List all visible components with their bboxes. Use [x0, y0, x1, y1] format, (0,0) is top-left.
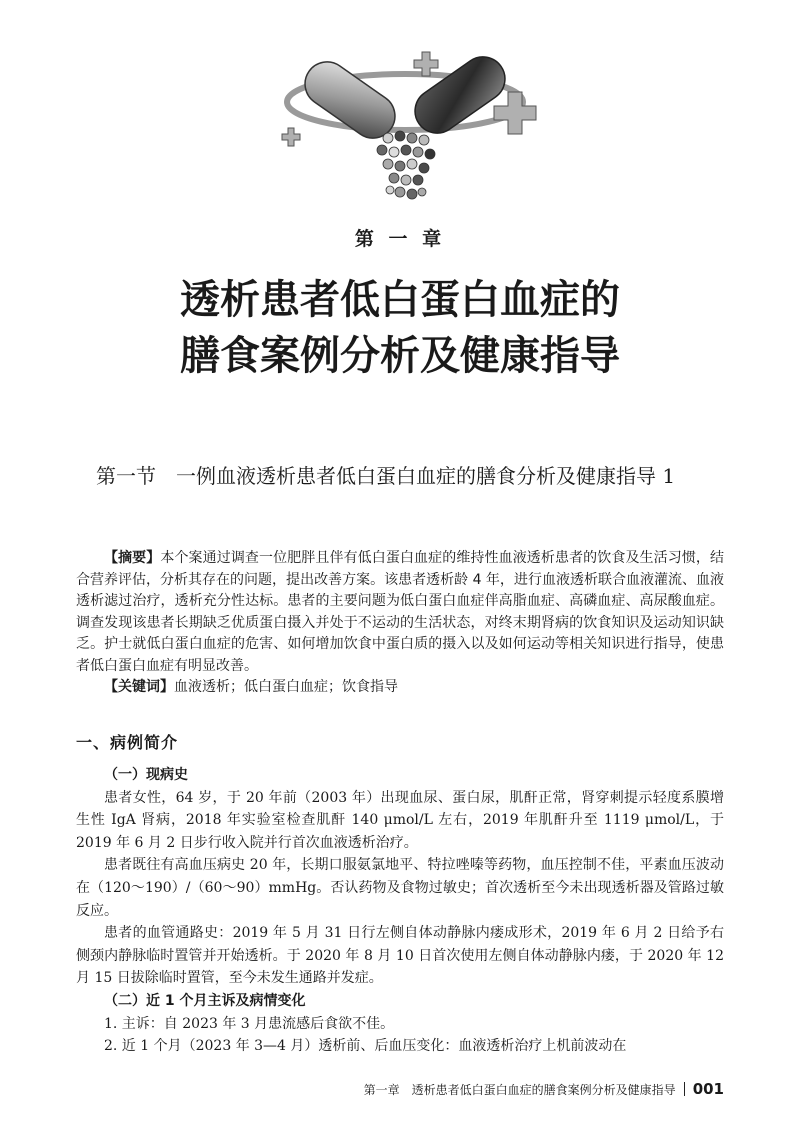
- list-item-1: 1. 主诉：自 2023 年 3 月患流感后食欲不佳。: [104, 1015, 395, 1032]
- chapter-title: [0, 272, 800, 384]
- footer-divider: [684, 1082, 685, 1096]
- paragraph-3: 患者的血管通路史：2019 年 5 月 31 日行左侧自体动静脉内瘘成形术，2019 年 6 月 2 日给予右侧颈内静脉临时置管并开始透析。于 2020 年 8 月 10 日首次使用左侧自体动静脉内瘘，于 2020 年 12 月 15 日拔除临时置管，至今未发生通路并发症。: [76, 925, 724, 987]
- paragraph-2: 患者既往有高血压病史 20 年，长期口服氨氯地平、特拉唑嗪等药物，血压控制不佳，平素血压波动在（120～190）/（60～90）mmHg。否认药物及食物过敏史；首次透析至今未出现透析器及管路过敏反应。: [76, 857, 724, 919]
- keywords-label: 【关键词】: [104, 679, 174, 695]
- running-title: 第一章 透析患者低白蛋白血症的膳食案例分析及健康指导: [363, 1082, 676, 1097]
- paragraph-1: 患者女性，64 岁，于 20 年前（2003 年）出现血尿、蛋白尿，肌酐正常，肾穿刺提示轻度系膜增生性 IgA 肾病，2018 年实验室检查肌酐 140 μmol/L 左右，2019 年肌酐升至 1119 μmol/L，于 2019 年 6 月 2 日步行收入院并行首次血液透析治疗。: [76, 789, 724, 851]
- page-number: 001: [692, 1080, 724, 1098]
- abstract-text: 本个案通过调查一位肥胖且伴有低白蛋白血症的维持性血液透析患者的饮食及生活习惯，结合营养评估，分析其存在的问题，提出改善方案。该患者透析龄 4 年，进行血液透析联合血液灌流、血液透析滤过治疗，透析充分性达标。患者的主要问题为低白蛋白血症伴高脂血症、高磷血症、高尿酸血症。调查发现该患者长期缺乏优质蛋白摄入并处于不运动的生活状态，对终末期肾病的饮食知识及运动知识缺乏。护士就低白蛋白血症的危害、如何增加饮食中蛋白质的摄入以及如何运动等相关知识进行指导，使患者低白蛋白血症有明显改善。: [76, 550, 725, 674]
- capsule-illustration: [270, 40, 540, 210]
- abstract: [76, 548, 724, 699]
- keywords-paragraph: [76, 677, 724, 699]
- subheading-complaint: （二）近 1 个月主诉及病情变化: [104, 992, 306, 1009]
- page-footer: [364, 1080, 724, 1098]
- abstract-paragraph: [76, 548, 724, 677]
- case-heading: 一、病例简介: [76, 733, 179, 752]
- chapter-title-line-2: 膳食案例分析及健康指导: [180, 333, 620, 379]
- case-body: [76, 764, 724, 1058]
- subheading-history: （一）现病史: [104, 767, 188, 783]
- list-item-2: 2. 近 1 个月（2023 年 3—4 月）透析前、后血压变化：血液透析治疗上机前波动在: [104, 1038, 627, 1055]
- abstract-label: 【摘要】: [104, 550, 161, 566]
- keywords-text: 血液透析；低白蛋白血症；饮食指导: [174, 679, 398, 695]
- section-title: 第一节 一例血液透析患者低白蛋白血症的膳食分析及健康指导 1: [96, 464, 676, 488]
- chapter-title-line-1: 透析患者低白蛋白血症的: [180, 277, 620, 323]
- chapter-label: 第 一 章: [354, 228, 446, 250]
